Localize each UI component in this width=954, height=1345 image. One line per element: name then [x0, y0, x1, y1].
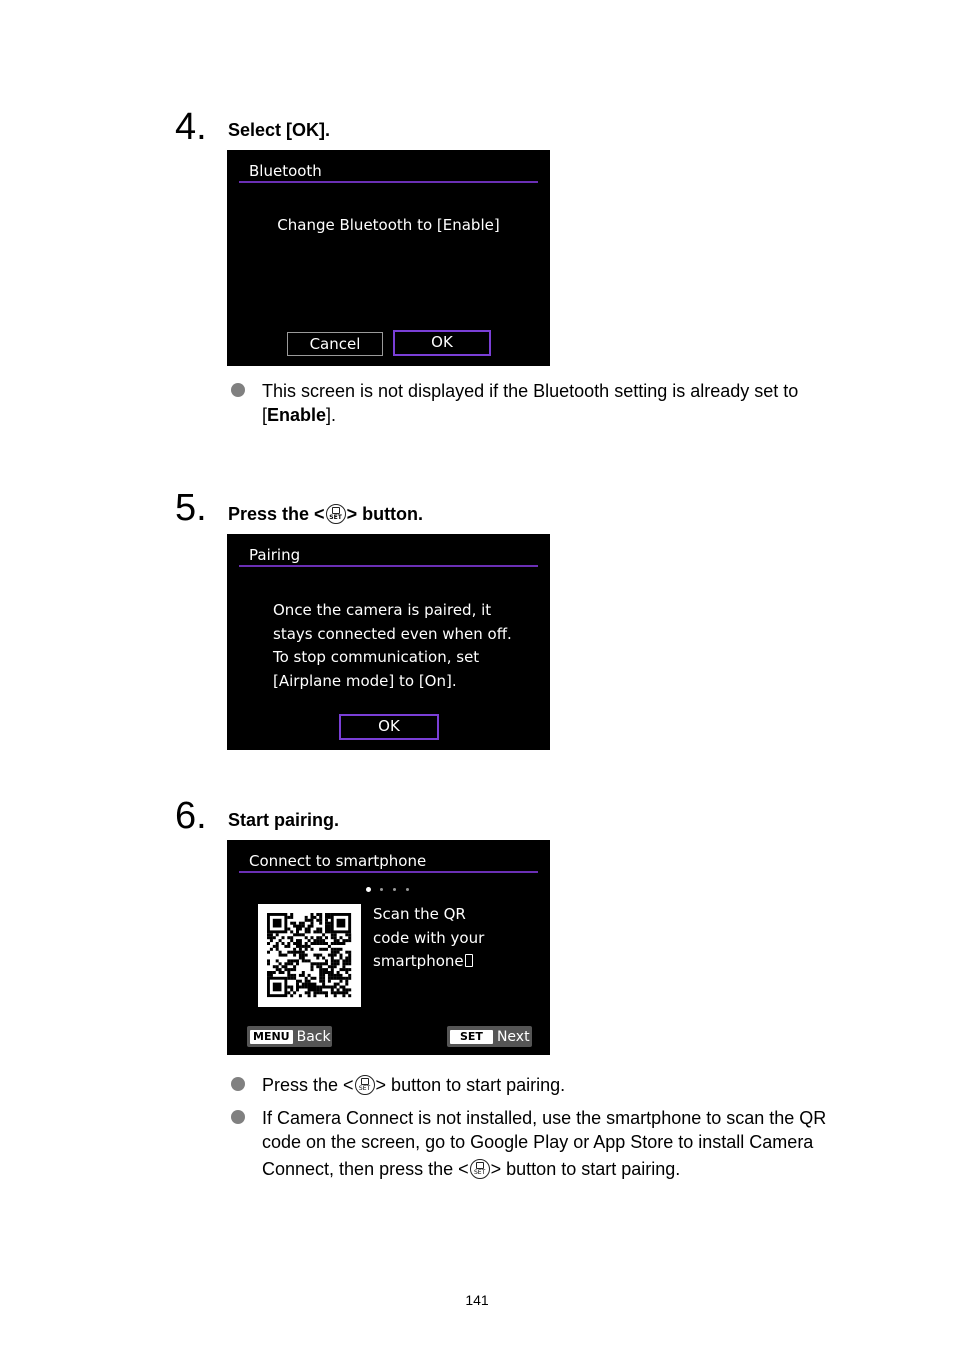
pairing-screen — [227, 534, 550, 750]
pairing-line: [Airplane mode] to [On]. — [273, 671, 457, 690]
title-divider — [239, 181, 538, 183]
page-dot — [380, 888, 383, 891]
pairing-message — [273, 599, 512, 693]
pairing-line: Once the camera is paired, it — [273, 601, 492, 619]
bluetooth-message: Change Bluetooth to [Enable] — [277, 216, 500, 234]
page-dot-active — [366, 887, 371, 892]
note-bold-enable: Enable — [267, 405, 327, 425]
page-dot — [406, 888, 409, 891]
smartphone-icon — [465, 954, 473, 967]
set-button-icon: SET — [355, 1075, 375, 1095]
note-text-after: ]. — [326, 405, 337, 425]
step-4-title: Select [OK]. — [228, 120, 331, 140]
bullet-icon — [231, 383, 245, 397]
step-5-title-before: Press the < — [228, 504, 325, 524]
page-dot — [393, 888, 396, 891]
connect-screen-title: Connect to smartphone — [249, 852, 427, 870]
ok-button[interactable]: OK — [339, 714, 439, 740]
scan-instruction — [373, 903, 484, 974]
bullet-icon — [231, 1110, 245, 1124]
step-6-title: Start pairing. — [228, 810, 340, 830]
scan-line: Scan the QR — [373, 905, 466, 923]
set-button-icon: SET — [470, 1159, 490, 1179]
scan-line: code with your — [373, 928, 485, 947]
next-button[interactable] — [447, 1026, 532, 1047]
step-5-number: 5. — [175, 487, 207, 529]
scan-line-with-icon: smartphone — [373, 950, 484, 974]
step-6-note-1: Press the < SET > button to start pairing. — [262, 1075, 566, 1095]
set-button-icon: SET — [326, 504, 346, 524]
step-6-number: 6. — [175, 795, 207, 837]
step-6-note-2: If Camera Connect is not installed, use the smartphone to scan the QR code on the screen, go to Google Play or App Store to install Camera Connect, then press the < SET > button to start pairing. — [262, 1108, 827, 1179]
bluetooth-screen — [227, 150, 550, 366]
pairing-screen-title: Pairing — [249, 546, 301, 564]
back-button[interactable] — [247, 1026, 332, 1047]
step-5-title-after: > button. — [346, 504, 424, 524]
step-5-title — [228, 503, 423, 525]
qr-code-icon — [258, 904, 361, 1007]
step-4-note — [262, 379, 862, 427]
bullet-icon — [231, 1077, 245, 1091]
connect-smartphone-screen — [227, 840, 550, 1055]
pairing-line: To stop communication, set — [273, 648, 480, 666]
ok-button[interactable]: OK — [393, 330, 491, 356]
title-divider — [239, 565, 538, 567]
next-label: Next — [496, 1028, 530, 1045]
bluetooth-screen-title: Bluetooth — [249, 162, 322, 180]
set-key: SET — [450, 1030, 493, 1044]
back-label: Back — [296, 1028, 331, 1045]
page-number: 141 — [465, 1292, 489, 1308]
note-text-before: This screen is not displayed if the Bluetooth setting is already set to [ — [262, 381, 799, 425]
menu-key: MENU — [250, 1030, 293, 1044]
title-divider — [239, 871, 538, 873]
pairing-line: stays connected even when off. — [273, 624, 512, 643]
cancel-button[interactable]: Cancel — [287, 332, 383, 356]
step-4-number: 4. — [175, 106, 207, 148]
